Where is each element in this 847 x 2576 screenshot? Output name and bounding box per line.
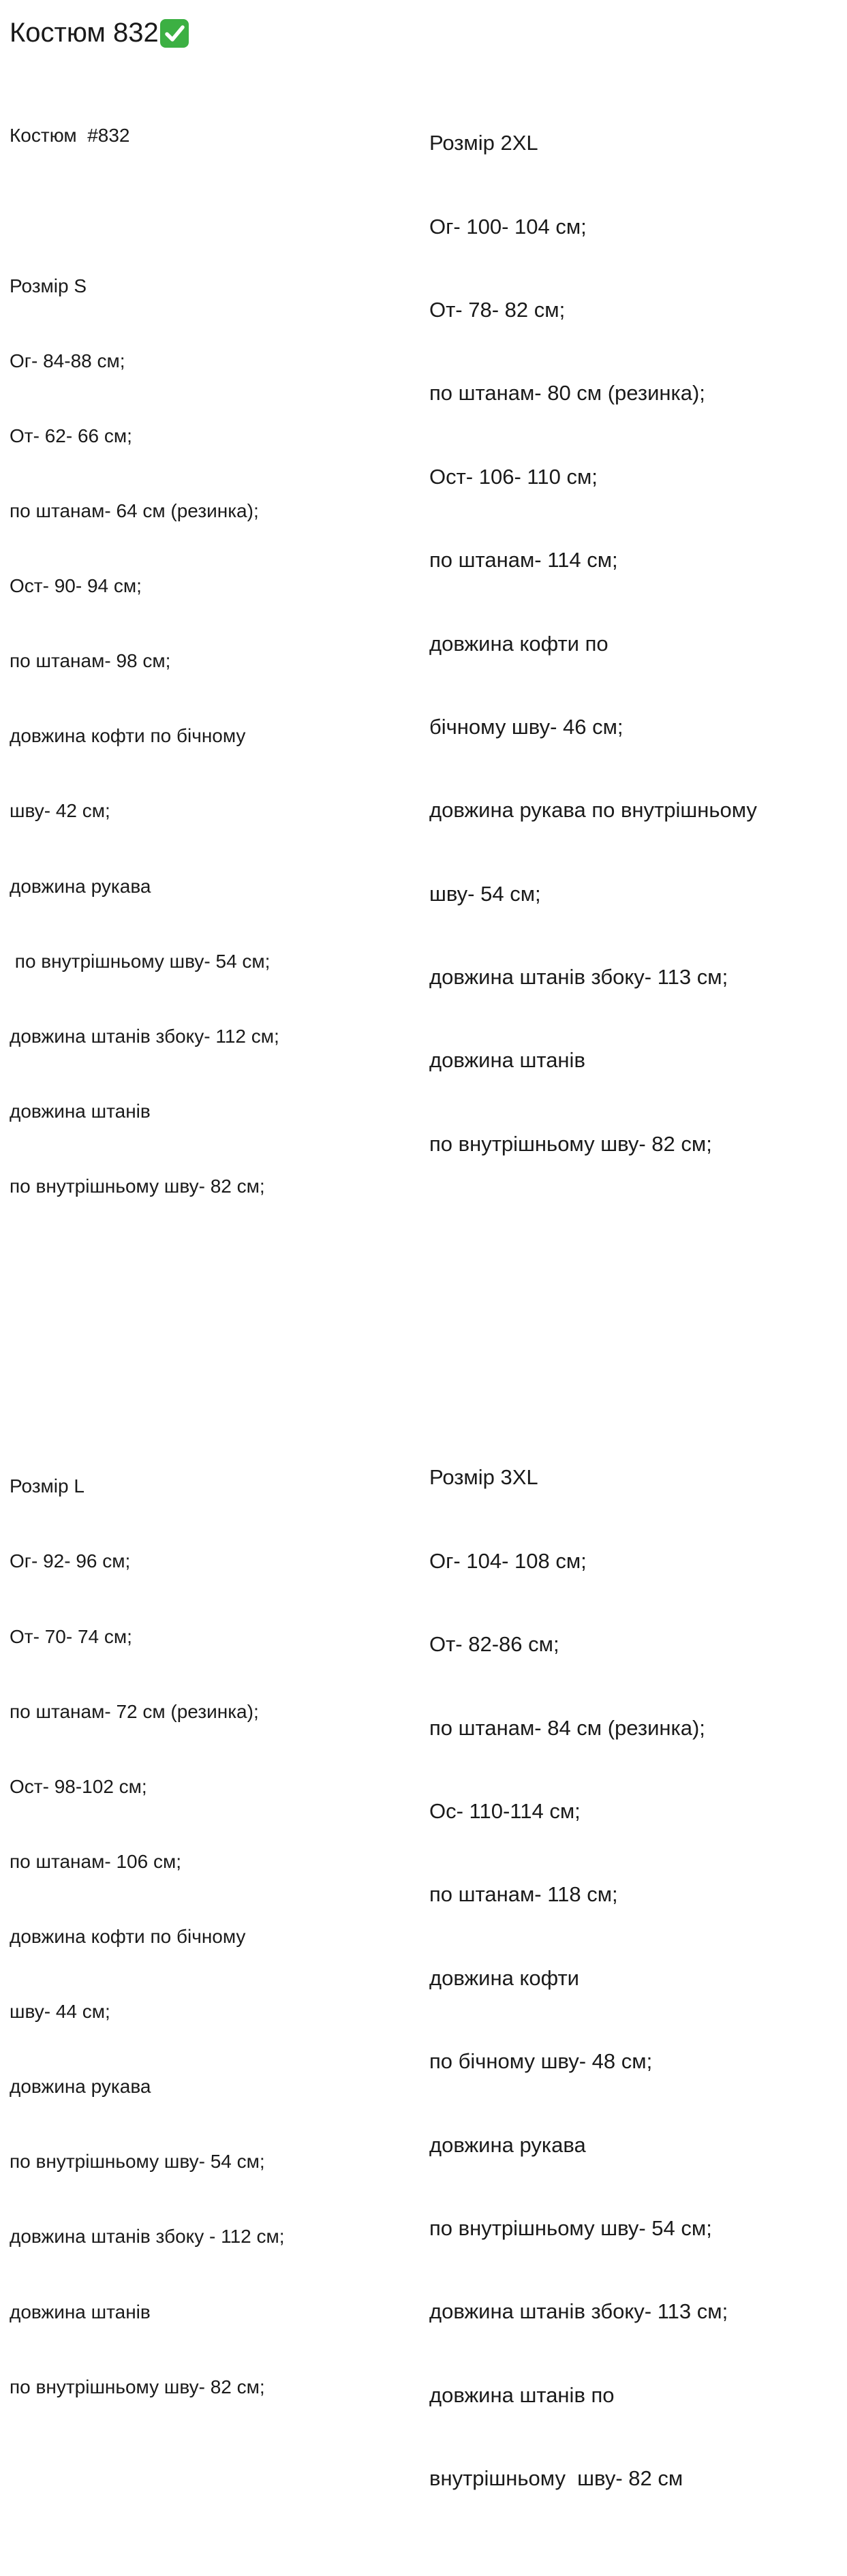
measurement-line: довжина штанів збоку- 113 см; xyxy=(429,2299,728,2324)
measurement-line: довжина рукава xyxy=(429,2132,586,2157)
size-heading: Розмір S xyxy=(10,275,87,296)
measurement-line: по штанам- 98 см; xyxy=(10,650,171,672)
measurement-line: довжина кофти по бічному xyxy=(10,725,246,747)
measurement-line: по внутрішньому шву- 54 см; xyxy=(10,2151,265,2173)
measurement-line: Ог- 104- 108 см; xyxy=(429,1548,587,1573)
measurement-line: Ог- 92- 96 см; xyxy=(10,1550,131,1572)
measurement-line: довжина кофти xyxy=(429,1965,579,1990)
measurement-line: От- 78- 82 см; xyxy=(429,297,566,322)
measurement-line: по штанам- 80 см (резинка); xyxy=(429,381,705,405)
measurement-line: От- 70- 74 см; xyxy=(10,1625,132,1647)
measurement-line: Ог- 84-88 см; xyxy=(10,350,125,371)
check-mark-button-icon xyxy=(160,19,189,48)
measurement-line: по штанам- 84 см (резинка); xyxy=(429,1715,705,1740)
measurement-line: Ост- 90- 94 см; xyxy=(10,575,142,597)
section-spacer xyxy=(10,1324,285,1349)
measurement-line: довжина рукава xyxy=(10,2076,151,2098)
measurement-line: шву- 44 см; xyxy=(10,2001,110,2023)
measurement-line: довжина штанів збоку- 112 см; xyxy=(10,1025,279,1047)
size-heading: Розмір L xyxy=(10,1475,84,1497)
left-column xyxy=(10,74,285,2474)
measurement-line: довжина штанів по xyxy=(429,2382,615,2407)
size-2xl-section xyxy=(429,74,757,1214)
size-l-section xyxy=(10,1424,285,2450)
size-s-section xyxy=(10,224,285,1249)
measurement-line: по штанам- 106 см; xyxy=(10,1850,181,1872)
measurement-line: по внутрішньому шву- 82 см; xyxy=(10,1175,265,1197)
measurement-line: по внутрішньому шву- 54 см; xyxy=(10,950,271,972)
measurement-line: довжина кофти по xyxy=(429,631,609,656)
size-heading: Розмір 2XL xyxy=(429,131,538,155)
measurement-line: довжина штанів збоку - 112 см; xyxy=(10,2226,285,2248)
measurement-line: бічному шву- 46 см; xyxy=(429,714,623,739)
measurement-line: Ост- 98-102 см; xyxy=(10,1775,147,1797)
measurement-line: Ос- 110-114 см; xyxy=(429,1799,581,1823)
measurement-line: довжина кофти по бічному xyxy=(10,1926,246,1948)
measurement-line: довжина штанів xyxy=(429,1048,585,1073)
measurement-line: довжина рукава xyxy=(10,875,151,897)
size-3xl-section xyxy=(429,1409,757,2549)
measurement-line: Ог- 100- 104 см; xyxy=(429,214,587,239)
title-text: Костюм 832 xyxy=(10,18,159,48)
section-spacer xyxy=(429,1298,757,1325)
measurement-line: внутрішньому шву- 82 см xyxy=(429,2466,683,2491)
measurement-line: довжина штанів xyxy=(10,1100,151,1122)
measurement-line: довжина рукава по внутрішньому xyxy=(429,798,757,823)
measurement-line: по штанам- 64 см (резинка); xyxy=(10,500,259,521)
measurement-line: по внутрішньому шву- 82 см; xyxy=(429,1131,712,1156)
measurement-line: довжина штанів збоку- 113 см; xyxy=(429,965,728,990)
measurement-line: по внутрішньому шву- 82 см; xyxy=(10,2376,265,2397)
measurement-line: От- 82-86 см; xyxy=(429,1632,559,1657)
measurement-line: Ост- 106- 110 см; xyxy=(429,464,598,489)
document-header: Костюм #832 xyxy=(10,125,130,147)
measurement-line: шву- 42 см; xyxy=(10,800,110,822)
page-title xyxy=(10,15,189,50)
measurement-line: От- 62- 66 см; xyxy=(10,425,132,446)
measurement-line: по штанам- 72 см (резинка); xyxy=(10,1700,259,1722)
right-column xyxy=(429,18,757,2576)
measurement-line: по бічному шву- 48 см; xyxy=(429,2049,653,2074)
measurement-line: шву- 54 см; xyxy=(429,881,541,906)
measurement-line: по штанам- 118 см; xyxy=(429,1882,618,1907)
size-heading: Розмір 3XL xyxy=(429,1465,538,1490)
measurement-line: довжина штанів xyxy=(10,2301,151,2322)
measurement-line: по штанам- 114 см; xyxy=(429,548,618,572)
measurement-line: по внутрішньому шву- 54 см; xyxy=(429,2215,712,2240)
